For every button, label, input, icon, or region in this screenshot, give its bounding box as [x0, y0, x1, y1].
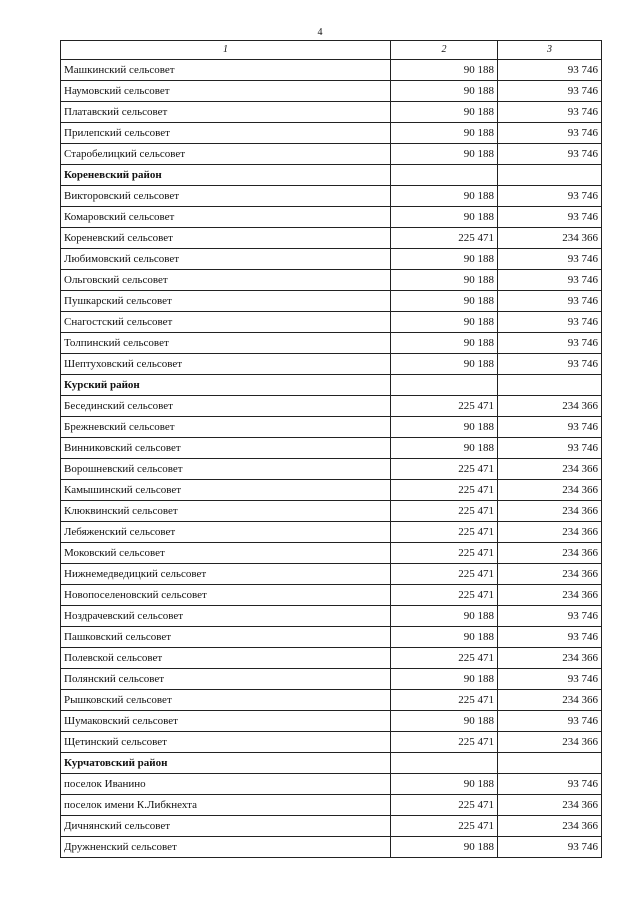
value-column-2-cell: 225 471 — [391, 522, 498, 543]
district-name-cell: Курский район — [61, 375, 391, 396]
value-column-2-cell: 90 188 — [391, 627, 498, 648]
value-column-2-cell: 90 188 — [391, 417, 498, 438]
value-column-3-cell: 93 746 — [498, 207, 602, 228]
table-row — [61, 480, 602, 501]
settlement-name-cell: Ноздрачевский сельсовет — [61, 606, 391, 627]
value-column-3-cell — [498, 375, 602, 396]
table-row — [61, 648, 602, 669]
value-column-3-cell: 234 366 — [498, 795, 602, 816]
value-column-2-cell: 90 188 — [391, 669, 498, 690]
value-column-3-cell: 234 366 — [498, 459, 602, 480]
table-row — [61, 354, 602, 375]
table-row — [61, 564, 602, 585]
value-column-3-cell: 93 746 — [498, 774, 602, 795]
table-row — [61, 816, 602, 837]
value-column-2-cell: 225 471 — [391, 585, 498, 606]
table-row — [61, 312, 602, 333]
value-column-2-cell: 90 188 — [391, 837, 498, 858]
value-column-2-cell: 90 188 — [391, 186, 498, 207]
table-row — [61, 459, 602, 480]
value-column-2-cell: 225 471 — [391, 543, 498, 564]
value-column-3-cell: 93 746 — [498, 669, 602, 690]
settlement-name-cell: Ворошневский сельсовет — [61, 459, 391, 480]
table-row — [61, 249, 602, 270]
settlement-name-cell: Новопоселеновский сельсовет — [61, 585, 391, 606]
value-column-2-cell — [391, 165, 498, 186]
table-row — [61, 690, 602, 711]
value-column-3-cell: 234 366 — [498, 228, 602, 249]
district-row — [61, 165, 602, 186]
value-column-3-cell: 93 746 — [498, 627, 602, 648]
value-column-2-cell: 225 471 — [391, 396, 498, 417]
table-row — [61, 207, 602, 228]
value-column-2-cell: 90 188 — [391, 291, 498, 312]
value-column-3-cell: 93 746 — [498, 606, 602, 627]
value-column-3-cell: 234 366 — [498, 396, 602, 417]
column-header-3: 3 — [498, 41, 602, 60]
value-column-2-cell: 90 188 — [391, 102, 498, 123]
value-column-2-cell: 225 471 — [391, 228, 498, 249]
value-column-3-cell: 93 746 — [498, 354, 602, 375]
district-row — [61, 753, 602, 774]
settlement-name-cell: Дружненский сельсовет — [61, 837, 391, 858]
settlement-name-cell: Кореневский сельсовет — [61, 228, 391, 249]
table-row — [61, 291, 602, 312]
value-column-2-cell: 90 188 — [391, 270, 498, 291]
value-column-3-cell: 93 746 — [498, 837, 602, 858]
settlement-name-cell: Любимовский сельсовет — [61, 249, 391, 270]
table-row — [61, 123, 602, 144]
table-row — [61, 270, 602, 291]
value-column-2-cell: 90 188 — [391, 207, 498, 228]
settlement-name-cell: Винниковский сельсовет — [61, 438, 391, 459]
settlement-name-cell: Ольговский сельсовет — [61, 270, 391, 291]
table-row — [61, 501, 602, 522]
allocation-table — [60, 40, 602, 858]
value-column-2-cell: 225 471 — [391, 564, 498, 585]
settlement-name-cell: Шептуховский сельсовет — [61, 354, 391, 375]
value-column-2-cell — [391, 753, 498, 774]
settlement-name-cell: Прилепский сельсовет — [61, 123, 391, 144]
table-row — [61, 606, 602, 627]
table-row — [61, 186, 602, 207]
table-row — [61, 585, 602, 606]
value-column-2-cell: 225 471 — [391, 795, 498, 816]
settlement-name-cell: Полянский сельсовет — [61, 669, 391, 690]
value-column-2-cell: 90 188 — [391, 144, 498, 165]
value-column-2-cell: 90 188 — [391, 60, 498, 81]
table-row — [61, 102, 602, 123]
table-row — [61, 543, 602, 564]
table-row — [61, 81, 602, 102]
table-row — [61, 627, 602, 648]
table-row — [61, 774, 602, 795]
value-column-3-cell: 234 366 — [498, 690, 602, 711]
settlement-name-cell: Шумаковский сельсовет — [61, 711, 391, 732]
value-column-2-cell: 225 471 — [391, 816, 498, 837]
district-name-cell: Курчатовский район — [61, 753, 391, 774]
value-column-3-cell: 234 366 — [498, 543, 602, 564]
value-column-2-cell: 90 188 — [391, 81, 498, 102]
value-column-3-cell: 93 746 — [498, 186, 602, 207]
settlement-name-cell: Толпинский сельсовет — [61, 333, 391, 354]
value-column-3-cell: 234 366 — [498, 816, 602, 837]
settlement-name-cell: Викторовский сельсовет — [61, 186, 391, 207]
settlement-name-cell: Лебяженский сельсовет — [61, 522, 391, 543]
table-row — [61, 396, 602, 417]
value-column-3-cell: 93 746 — [498, 102, 602, 123]
value-column-3-cell: 93 746 — [498, 711, 602, 732]
settlement-name-cell: Моковский сельсовет — [61, 543, 391, 564]
table-row — [61, 795, 602, 816]
settlement-name-cell: Машкинский сельсовет — [61, 60, 391, 81]
settlement-name-cell: поселок Иванино — [61, 774, 391, 795]
value-column-2-cell: 90 188 — [391, 438, 498, 459]
table-row — [61, 711, 602, 732]
value-column-2-cell: 225 471 — [391, 501, 498, 522]
value-column-3-cell: 93 746 — [498, 417, 602, 438]
settlement-name-cell: Платавский сельсовет — [61, 102, 391, 123]
value-column-3-cell — [498, 165, 602, 186]
settlement-name-cell: Комаровский сельсовет — [61, 207, 391, 228]
value-column-3-cell: 93 746 — [498, 312, 602, 333]
value-column-3-cell: 234 366 — [498, 522, 602, 543]
settlement-name-cell: Полевской сельсовет — [61, 648, 391, 669]
settlement-name-cell: Бесединский сельсовет — [61, 396, 391, 417]
value-column-2-cell: 90 188 — [391, 333, 498, 354]
value-column-2-cell: 90 188 — [391, 354, 498, 375]
value-column-3-cell: 93 746 — [498, 123, 602, 144]
table-row — [61, 228, 602, 249]
column-header-1: 1 — [61, 41, 391, 60]
page-number: 4 — [317, 27, 323, 38]
table-body — [61, 60, 602, 858]
settlement-name-cell: Щетинский сельсовет — [61, 732, 391, 753]
column-header-2: 2 — [391, 41, 498, 60]
value-column-2-cell: 225 471 — [391, 690, 498, 711]
value-column-3-cell: 93 746 — [498, 270, 602, 291]
table-row — [61, 60, 602, 81]
value-column-3-cell: 93 746 — [498, 333, 602, 354]
settlement-name-cell: Нижнемедведицкий сельсовет — [61, 564, 391, 585]
value-column-2-cell: 90 188 — [391, 312, 498, 333]
table-row — [61, 669, 602, 690]
value-column-2-cell: 90 188 — [391, 606, 498, 627]
settlement-name-cell: Камышинский сельсовет — [61, 480, 391, 501]
settlement-name-cell: Брежневский сельсовет — [61, 417, 391, 438]
settlement-name-cell: Пашковский сельсовет — [61, 627, 391, 648]
value-column-2-cell: 225 471 — [391, 648, 498, 669]
settlement-name-cell: Клюквинский сельсовет — [61, 501, 391, 522]
settlement-name-cell: Старобелицкий сельсовет — [61, 144, 391, 165]
table-row — [61, 144, 602, 165]
value-column-2-cell — [391, 375, 498, 396]
value-column-3-cell: 234 366 — [498, 648, 602, 669]
district-row — [61, 375, 602, 396]
value-column-3-cell: 93 746 — [498, 60, 602, 81]
value-column-2-cell: 225 471 — [391, 480, 498, 501]
value-column-3-cell: 93 746 — [498, 144, 602, 165]
settlement-name-cell: Рышковский сельсовет — [61, 690, 391, 711]
district-name-cell: Кореневский район — [61, 165, 391, 186]
table-row — [61, 333, 602, 354]
value-column-3-cell: 234 366 — [498, 564, 602, 585]
table-row — [61, 837, 602, 858]
table-row — [61, 417, 602, 438]
settlement-name-cell: поселок имени К.Либкнехта — [61, 795, 391, 816]
value-column-2-cell: 225 471 — [391, 732, 498, 753]
table-row — [61, 522, 602, 543]
table-row — [61, 438, 602, 459]
value-column-3-cell: 234 366 — [498, 732, 602, 753]
settlement-name-cell: Дичнянский сельсовет — [61, 816, 391, 837]
value-column-3-cell: 93 746 — [498, 81, 602, 102]
value-column-2-cell: 90 188 — [391, 123, 498, 144]
table-header-row — [61, 41, 602, 60]
value-column-2-cell: 225 471 — [391, 459, 498, 480]
value-column-3-cell — [498, 753, 602, 774]
value-column-3-cell: 93 746 — [498, 438, 602, 459]
value-column-3-cell: 234 366 — [498, 585, 602, 606]
settlement-name-cell: Снагостский сельсовет — [61, 312, 391, 333]
value-column-2-cell: 90 188 — [391, 774, 498, 795]
value-column-2-cell: 90 188 — [391, 711, 498, 732]
table-row — [61, 732, 602, 753]
settlement-name-cell: Наумовский сельсовет — [61, 81, 391, 102]
value-column-3-cell: 93 746 — [498, 291, 602, 312]
value-column-2-cell: 90 188 — [391, 249, 498, 270]
value-column-3-cell: 234 366 — [498, 501, 602, 522]
settlement-name-cell: Пушкарский сельсовет — [61, 291, 391, 312]
value-column-3-cell: 234 366 — [498, 480, 602, 501]
value-column-3-cell: 93 746 — [498, 249, 602, 270]
